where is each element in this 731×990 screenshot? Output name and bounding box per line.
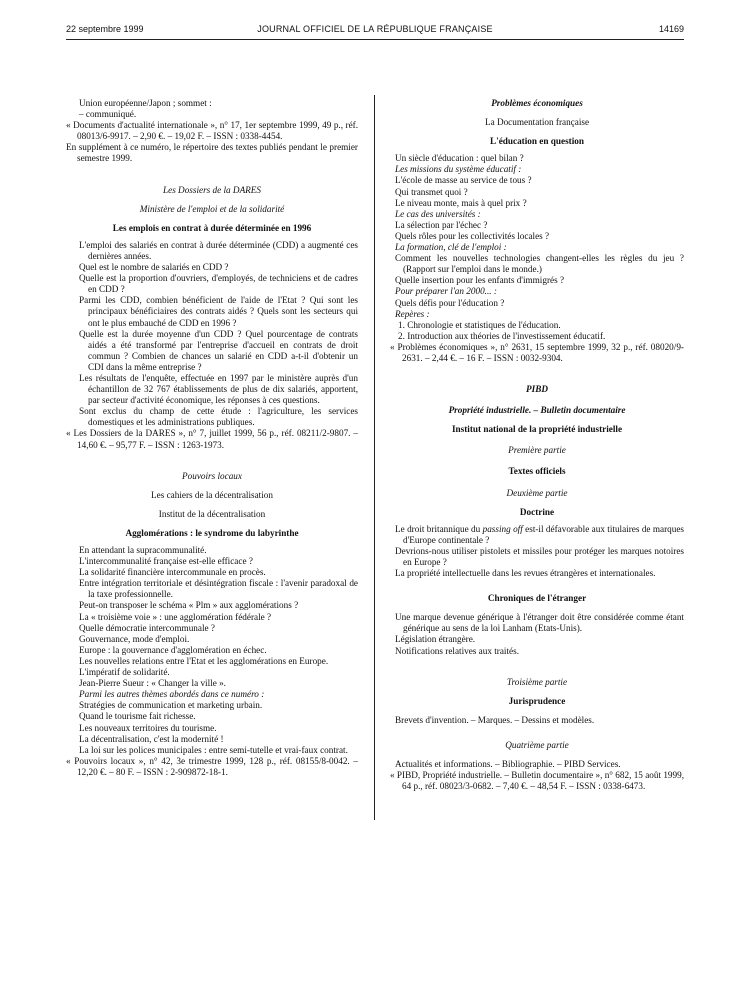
right-column: [390, 98, 684, 792]
list-item: L'intercommunalité française est-elle efficace ?: [79, 556, 253, 567]
header-rule: [66, 39, 684, 40]
list-item: Un siècle d'éducation : quel bilan ?: [395, 153, 524, 164]
page-header: [66, 24, 684, 38]
subsection-label: Repères :: [395, 308, 430, 319]
list-item: Sont exclus du champ de cette étude : l'agriculture, les services domestiques et les administrations publiques.: [79, 406, 358, 428]
list-item: Entre intégration territoriale et désintégration fiscale : l'avenir paradoxal de la taxe professionnelle.: [79, 578, 358, 600]
subsection-label: Parmi les autres thèmes abordés dans ce numéro :: [79, 689, 265, 700]
part-heading: Chroniques de l'étranger: [487, 593, 587, 604]
part-label: Troisième partie: [506, 676, 568, 687]
list-item: Législation étrangère.: [395, 634, 476, 645]
list-item: [390, 546, 684, 568]
list-item: Stratégies de communication et marketing urbain.: [79, 700, 263, 711]
publisher-line: La Documentation française: [484, 117, 590, 128]
list-item: L'emploi des salariés en contrat à durée déterminée (CDD) a augmenté ces dernières années.: [79, 239, 358, 261]
section-title: PIBD: [526, 384, 548, 395]
reference-entry: « Documents d'actualité internationale », n° 17, 1er septembre 1999, 49 p., réf. 08013/6-9917. – 2,90 €. – 19,02 F. – ISSN : 0338-4454.: [66, 120, 358, 142]
header-title: JOURNAL OFFICIEL DE LA RÉPUBLIQUE FRANÇAISE: [257, 24, 493, 34]
list-item: Les nouveaux territoires du tourisme.: [79, 722, 217, 733]
section-title: Problèmes économiques: [491, 98, 583, 108]
reference-entry: « Les Dossiers de la DARES », n° 7, juillet 1999, 56 p., réf. 08211/2-9807. – 14,60 €. – 95,77 F. – ISSN : 1263-1973.: [66, 428, 358, 450]
list-item: L'école de masse au service de tous ?: [395, 175, 532, 186]
list-item: Quel est le nombre de salariés en CDD ?: [79, 262, 229, 273]
education-list: [390, 153, 684, 342]
list-item: En attendant la supracommunalité.: [79, 545, 207, 555]
header-date: 22 septembre 1999: [66, 24, 144, 34]
publication-title: Propriété industrielle. – Bulletin documentaire: [448, 405, 626, 416]
list-item: La décentralisation, c'est la modernité !: [79, 733, 224, 744]
reference-entry: « Problèmes économiques », n° 2631, 15 septembre 1999, 32 p., réf. 08020/9-2631. – 2,44 €. – 16 F. – ISSN : 0032-9304.: [390, 341, 684, 363]
list-item: Actualités et informations. – Bibliographie. – PIBD Services.: [395, 759, 621, 770]
supplement-note: En supplément à ce numéro, le répertoire des textes publiés pendant le premier semestre 1999.: [66, 142, 358, 164]
list-item: Quelle est la durée moyenne d'un CDD ? Quel pourcentage de contrats aidés a été transformé par l'entreprise d'accueil en contrats de droit commun ? Combien de chances un salarié en CDD a-t-il d'obtenir un CDI dans la même entreprise ?: [79, 328, 358, 372]
header-page-number: 14169: [658, 24, 684, 34]
publisher-line: Ministère de l'emploi et de la solidarité: [139, 203, 285, 214]
list-item-text: passing off: [482, 523, 523, 534]
section-title: Pouvoirs locaux: [182, 470, 242, 481]
intro-line: – communiqué.: [79, 109, 137, 120]
intro-line: Union européenne/Japon ; sommet :: [79, 98, 212, 108]
list-item: Quand le tourisme fait richesse.: [79, 711, 196, 722]
left-column: [66, 98, 358, 778]
list-item: L'impératif de solidarité.: [79, 667, 170, 678]
list-item: La sélection par l'échec ?: [395, 219, 488, 230]
list-item: Quelle démocratie intercommunale ?: [79, 622, 215, 633]
subsection-label: La formation, clé de l'emploi :: [395, 242, 507, 253]
list-item: Une marque devenue générique à l'étranger doit être considérée comme étant générique au sens de la loi Lanham (Etats-Unis).: [395, 612, 684, 634]
subsection-label: Le cas des universités :: [395, 208, 481, 219]
list-item: 1. Chronologie et statistiques de l'éducation.: [398, 319, 561, 330]
other-themes-list: [66, 700, 358, 755]
chroniques-list: [390, 612, 684, 656]
article-heading: Les emplois en contrat à durée déterminée en 1996: [112, 222, 312, 233]
list-item: [390, 568, 684, 579]
list-item: La solidarité financière intercommunale en procès.: [79, 567, 266, 578]
list-item: Quels rôles pour les collectivités locales ?: [395, 230, 550, 241]
reference-entry: « Pouvoirs locaux », n° 42, 3e trimestre 1999, 128 p., réf. 08155/8-0042. – 12,20 €. – 80 F. – ISSN : 2-909872-18-1.: [66, 755, 358, 777]
list-item: Le niveau monte, mais à quel prix ?: [395, 197, 527, 208]
list-item: Brevets d'invention. – Marques. – Dessins et modèles.: [395, 714, 595, 725]
list-item: Jean-Pierre Sueur : « Changer la ville ».: [79, 678, 226, 689]
publisher-line: Institut de la décentralisation: [158, 508, 266, 519]
part-heading: Jurisprudence: [508, 695, 566, 706]
list-item-text: Devrions-nous utiliser pistolets et missiles pour protéger les marques notoires en Europe ?: [395, 545, 684, 567]
list-item: Quelle est la proportion d'ouvriers, d'employés, de techniciens et de cadres en CDD ?: [79, 273, 358, 295]
part-label: Quatrième partie: [505, 739, 569, 750]
part-heading: Textes officiels: [508, 466, 566, 477]
list-item-text: est-il défavorable aux titulaires de marques d'Europe continentale ?: [403, 523, 685, 545]
list-item: Europe : la gouvernance d'agglomération en échec.: [79, 644, 267, 655]
agglomeration-list: [66, 545, 358, 689]
list-item: Les résultats de l'enquête, effectuée en 1997 par le ministère auprès d'un échantillon de 32 767 établissements de plus de dix salariés, apportent, par secteur d'activité économique, les réponses à ces questions.: [79, 372, 358, 406]
column-divider: [374, 95, 375, 820]
subsection-label: Pour préparer l'an 2000... :: [395, 286, 497, 297]
cdd-list: [66, 240, 358, 429]
publisher-line: Institut national de la propriété industrielle: [451, 424, 623, 435]
article-heading: Agglomérations : le syndrome du labyrinthe: [125, 527, 299, 538]
list-item: Quelle insertion pour les enfants d'immigrés ?: [395, 275, 565, 286]
section-title: Les Dossiers de la DARES: [163, 184, 261, 195]
part-label: Deuxième partie: [506, 487, 568, 498]
part-heading: Doctrine: [519, 506, 555, 517]
article-heading: L'éducation en question: [490, 136, 584, 147]
list-item: Parmi les CDD, combien bénéficient de l'aide de l'Etat ? Qui sont les principaux bénéficiaires des contrats aidés ? Quels sont les secteurs qui ont le plus embauché de CDD en 1996 ?: [79, 295, 358, 328]
list-item: Gouvernance, mode d'emploi.: [79, 633, 190, 644]
list-item: Les nouvelles relations entre l'Etat et les agglomérations en Europe.: [79, 655, 329, 666]
list-item: Quels défis pour l'éducation ?: [395, 297, 505, 308]
reference-entry: « PIBD, Propriété industrielle. – Bulletin documentaire », n° 682, 15 août 1999, 64 p., réf. 08023/3-0682. – 7,40 €. – 48,54 F. – ISSN : 0338-6473.: [390, 770, 684, 792]
list-item: [390, 524, 684, 546]
list-item: 2. Introduction aux théories de l'investissement éducatif.: [398, 330, 606, 341]
list-item-text: Le droit britannique du: [395, 523, 483, 534]
list-item: Notifications relatives aux traités.: [395, 645, 519, 656]
publisher-line: Les cahiers de la décentralisation: [151, 489, 273, 500]
list-item: La loi sur les polices municipales : entre semi-tutelle et vrai-faux contrat.: [79, 744, 348, 755]
list-item: Peut-on transposer le schéma « Plm » aux agglomérations ?: [79, 600, 299, 611]
list-item: La « troisième voie » : une agglomération fédérale ?: [79, 611, 272, 622]
list-item-text: La propriété intellectuelle dans les revues étrangères et internationales.: [395, 568, 656, 579]
doctrine-list: [390, 524, 684, 579]
list-item: Comment les nouvelles technologies changent-elles les règles du jeu ? (Rapport sur l'emploi dans le monde.): [395, 253, 684, 275]
subsection-label: Les missions du système éducatif :: [395, 164, 522, 175]
list-item: Qui transmet quoi ?: [395, 186, 468, 197]
part-label: Première partie: [508, 445, 566, 456]
